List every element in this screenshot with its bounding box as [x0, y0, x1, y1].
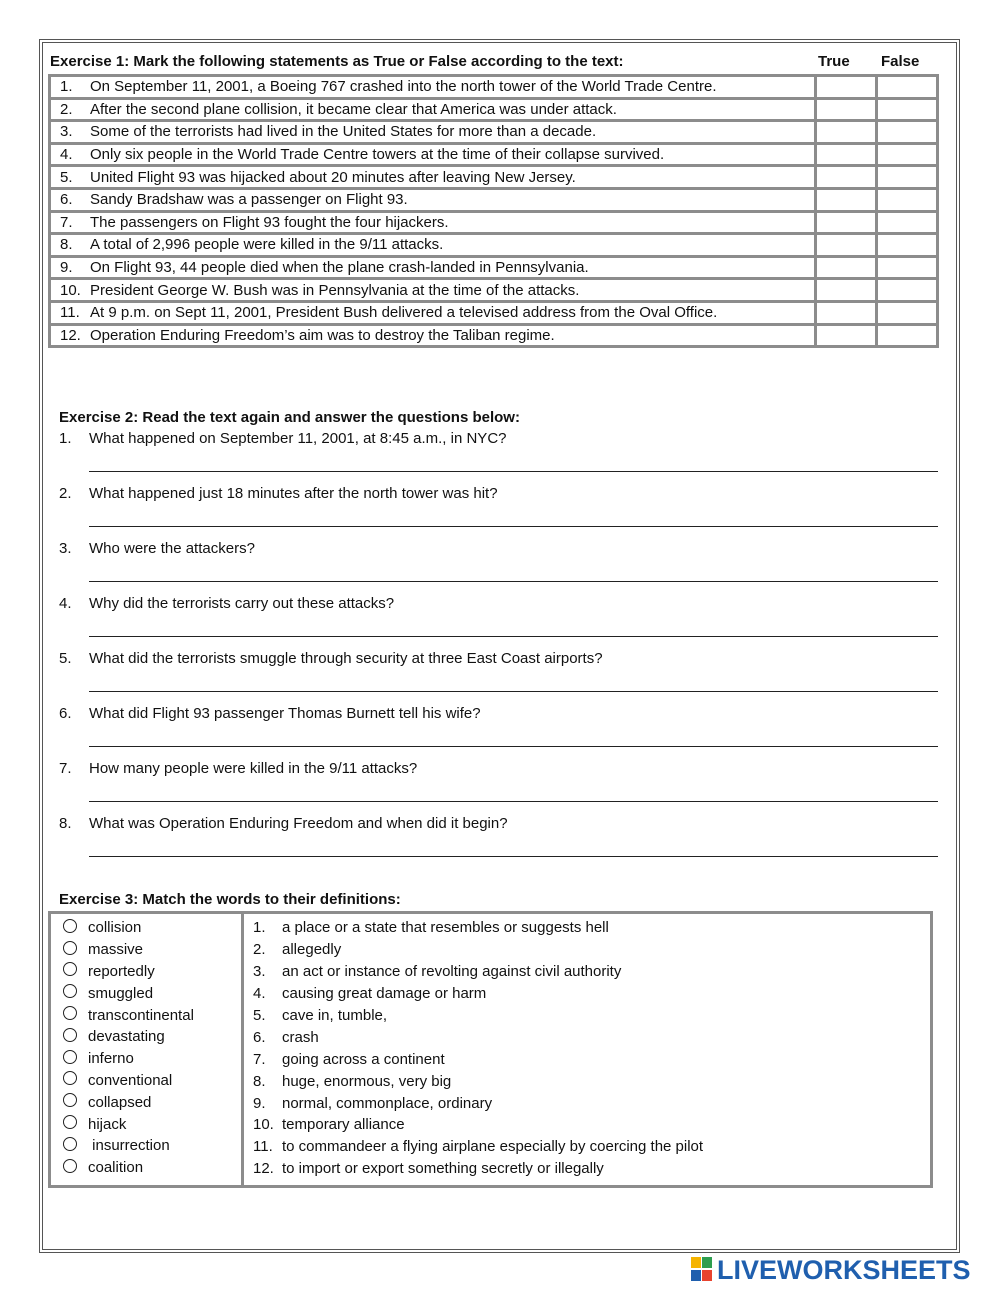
question-number: 7. [59, 760, 72, 777]
statement-cell [50, 234, 816, 257]
definition-number: 5. [253, 1007, 266, 1024]
word-item [63, 1070, 194, 1092]
question-text: What happened on September 11, 2001, at 8:45 a.m., in NYC? [89, 430, 507, 447]
definition-number: 7. [253, 1050, 266, 1068]
true-answer-box[interactable] [816, 234, 877, 257]
definition-number: 2. [253, 941, 266, 959]
false-answer-box[interactable] [877, 324, 938, 347]
statement-text: United Flight 93 was hijacked about 20 minutes after leaving New Jersey. [90, 168, 576, 186]
definition-item [253, 1026, 703, 1048]
statement-cell [50, 76, 816, 99]
definition-number: 3. [253, 963, 266, 981]
word-item [63, 1135, 194, 1157]
false-answer-box[interactable] [877, 188, 938, 211]
statement-number: 5. [60, 168, 73, 186]
definition-text: allegedly [282, 941, 342, 959]
definition-item [253, 1005, 703, 1027]
definition-number: 4. [253, 985, 266, 1003]
statement-cell [50, 279, 816, 302]
definition-text: temporary alliance [282, 1116, 405, 1134]
definition-item [253, 961, 703, 983]
false-answer-box[interactable] [877, 301, 938, 324]
answer-input[interactable] [89, 835, 938, 857]
answer-input[interactable] [89, 560, 938, 582]
definition-text: going across a continent [282, 1050, 445, 1068]
definition-item [253, 1136, 703, 1158]
question-text: Who were the attackers? [89, 540, 255, 557]
false-answer-box[interactable] [877, 279, 938, 302]
false-answer-box[interactable] [877, 211, 938, 234]
radio-circle-icon[interactable] [63, 941, 77, 955]
radio-circle-icon[interactable] [63, 962, 77, 976]
statement-text: President George W. Bush was in Pennsylvania at the time of the attacks. [90, 281, 580, 299]
true-answer-box[interactable] [816, 279, 877, 302]
statement-text: A total of 2,996 people were killed in the 9/11 attacks. [90, 236, 444, 254]
question-number: 2. [59, 485, 72, 502]
question-item [59, 650, 603, 667]
definition-text: normal, commonplace, ordinary [282, 1094, 493, 1112]
statement-cell [50, 143, 816, 166]
word-text: conventional [88, 1071, 173, 1089]
radio-circle-icon[interactable] [63, 1159, 77, 1173]
false-answer-box[interactable] [877, 98, 938, 121]
definition-number: 9. [253, 1094, 266, 1112]
definition-item [253, 1092, 703, 1114]
word-list [63, 917, 194, 1179]
statement-text: On September 11, 2001, a Boeing 767 crashed into the north tower of the World Trade Centre. [90, 78, 717, 96]
radio-circle-icon[interactable] [63, 984, 77, 998]
statement-cell [50, 98, 816, 121]
word-item [63, 961, 194, 983]
question-item [59, 760, 417, 777]
word-text: transcontinental [88, 1006, 194, 1024]
false-answer-box[interactable] [877, 166, 938, 189]
question-item [59, 815, 508, 832]
word-item [63, 1048, 194, 1070]
radio-circle-icon[interactable] [63, 1071, 77, 1085]
definition-text: an act or instance of revolting against civil authority [282, 963, 622, 981]
word-text: coalition [88, 1159, 144, 1177]
definition-text: causing great damage or harm [282, 985, 487, 1003]
true-column-header: True [818, 53, 850, 70]
statement-cell [50, 121, 816, 144]
statement-number: 12. [60, 326, 81, 344]
question-item [59, 705, 481, 722]
true-answer-box[interactable] [816, 98, 877, 121]
question-text: What happened just 18 minutes after the north tower was hit? [89, 485, 498, 502]
matching-divider [241, 914, 244, 1185]
statement-number: 1. [60, 78, 73, 96]
word-text: smuggled [88, 984, 154, 1002]
statement-row [50, 188, 938, 211]
statement-row [50, 279, 938, 302]
word-text: devastating [88, 1028, 165, 1046]
word-text: hijack [88, 1115, 127, 1133]
word-item [63, 982, 194, 1004]
answer-input[interactable] [89, 450, 938, 472]
statement-number: 4. [60, 146, 73, 164]
false-answer-box[interactable] [877, 234, 938, 257]
statement-text: Only six people in the World Trade Centre towers at the time of their collapse survived. [90, 146, 665, 164]
question-number: 8. [59, 815, 72, 832]
answer-input[interactable] [89, 615, 938, 637]
radio-circle-icon[interactable] [63, 1028, 77, 1042]
statement-row [50, 234, 938, 257]
statement-text: At 9 p.m. on Sept 11, 2001, President Bush delivered a televised address from the Oval Office. [90, 304, 718, 322]
statement-text: Sandy Bradshaw was a passenger on Flight 93. [90, 191, 408, 209]
definition-number: 1. [253, 919, 266, 937]
definition-text: to commandeer a flying airplane especially by coercing the pilot [282, 1138, 704, 1156]
true-answer-box[interactable] [816, 76, 877, 99]
statement-row [50, 324, 938, 347]
answer-input[interactable] [89, 505, 938, 527]
statement-cell [50, 301, 816, 324]
definition-number: 8. [253, 1072, 266, 1090]
false-answer-box[interactable] [877, 143, 938, 166]
word-text: collapsed [88, 1093, 152, 1111]
definition-number: 12. [253, 1160, 274, 1178]
statement-cell [50, 324, 816, 347]
word-item [63, 1113, 194, 1135]
statement-number: 3. [60, 123, 73, 141]
definition-list [253, 917, 703, 1180]
true-answer-box[interactable] [816, 143, 877, 166]
statement-row [50, 301, 938, 324]
definition-number: 6. [253, 1028, 266, 1046]
statement-row [50, 143, 938, 166]
question-text: What did Flight 93 passenger Thomas Burnett tell his wife? [89, 705, 481, 722]
definition-item [253, 1048, 703, 1070]
statement-row [50, 256, 938, 279]
radio-circle-icon[interactable] [63, 1050, 77, 1064]
definition-text: crash [282, 1028, 319, 1046]
liveworksheets-logo [691, 1254, 971, 1286]
question-item [59, 540, 255, 557]
true-answer-box[interactable] [816, 324, 877, 347]
word-text: insurrection [88, 1137, 170, 1155]
definition-number: 11. [253, 1138, 273, 1156]
definition-item [253, 917, 703, 939]
word-text: inferno [88, 1050, 134, 1068]
definition-item [253, 1114, 703, 1136]
true-answer-box[interactable] [816, 211, 877, 234]
word-text: massive [88, 941, 144, 959]
true-answer-box[interactable] [816, 301, 877, 324]
question-number: 6. [59, 705, 72, 722]
statement-cell [50, 166, 816, 189]
statement-number: 9. [60, 259, 73, 277]
statement-number: 8. [60, 236, 73, 254]
statement-row [50, 98, 938, 121]
answer-input[interactable] [89, 670, 938, 692]
definition-text: huge, enormous, very big [282, 1072, 452, 1090]
question-text: What was Operation Enduring Freedom and when did it begin? [89, 815, 508, 832]
statement-cell [50, 188, 816, 211]
statement-text: The passengers on Flight 93 fought the four hijackers. [90, 213, 449, 231]
question-text: Why did the terrorists carry out these attacks? [89, 595, 395, 612]
statement-text: On Flight 93, 44 people died when the plane crash-landed in Pennsylvania. [90, 259, 589, 277]
false-answer-box[interactable] [877, 256, 938, 279]
answer-input[interactable] [89, 725, 938, 747]
question-number: 5. [59, 650, 72, 667]
statement-row [50, 121, 938, 144]
definition-item [253, 1070, 703, 1092]
exercise1-title: Exercise 1: Mark the following statements as True or False according to the text: [50, 53, 624, 70]
statement-text: Operation Enduring Freedom’s aim was to destroy the Taliban regime. [90, 326, 555, 344]
definition-text: to import or export something secretly or illegally [282, 1160, 604, 1178]
radio-circle-icon[interactable] [63, 1137, 77, 1151]
radio-circle-icon[interactable] [63, 1093, 77, 1107]
statement-number: 6. [60, 191, 73, 209]
statement-row [50, 76, 938, 99]
question-number: 3. [59, 540, 72, 557]
question-item [59, 485, 498, 502]
true-answer-box[interactable] [816, 256, 877, 279]
false-answer-box[interactable] [877, 76, 938, 99]
statement-text: After the second plane collision, it became clear that America was under attack. [90, 100, 617, 118]
word-item [63, 1157, 194, 1179]
word-item [63, 917, 194, 939]
word-item [63, 1026, 194, 1048]
word-item [63, 1004, 194, 1026]
logo-mark-icon [691, 1257, 715, 1283]
true-answer-box[interactable] [816, 166, 877, 189]
false-answer-box[interactable] [877, 121, 938, 144]
answer-input[interactable] [89, 780, 938, 802]
question-number: 4. [59, 595, 72, 612]
true-answer-box[interactable] [816, 121, 877, 144]
matching-box [48, 911, 933, 1188]
question-item [59, 430, 507, 447]
word-text: reportedly [88, 962, 155, 980]
false-column-header: False [881, 53, 920, 70]
statement-number: 11. [60, 304, 80, 322]
definition-text: a place or a state that resembles or suggests hell [282, 919, 609, 937]
exercise1-header [50, 53, 940, 73]
definition-item [253, 983, 703, 1005]
exercise2-title: Exercise 2: Read the text again and answer the questions below: [59, 409, 520, 426]
statement-row [50, 166, 938, 189]
exercise3-title: Exercise 3: Match the words to their definitions: [59, 891, 401, 908]
question-text: What did the terrorists smuggle through security at three East Coast airports? [89, 650, 603, 667]
statement-text: Some of the terrorists had lived in the United States for more than a decade. [90, 123, 597, 141]
definition-item [253, 1158, 703, 1180]
radio-circle-icon[interactable] [63, 919, 77, 933]
definition-text: cave in, tumble, [282, 1007, 388, 1024]
definition-number: 10. [253, 1116, 274, 1134]
radio-circle-icon[interactable] [63, 1115, 77, 1129]
question-item [59, 595, 394, 612]
statement-cell [50, 211, 816, 234]
true-answer-box[interactable] [816, 188, 877, 211]
statement-cell [50, 256, 816, 279]
radio-circle-icon[interactable] [63, 1006, 77, 1020]
question-text: How many people were killed in the 9/11 attacks? [89, 760, 418, 777]
logo-text: LIVEWORKSHEETS [717, 1254, 971, 1285]
definition-item [253, 939, 703, 961]
word-text: collision [88, 919, 142, 937]
statement-number: 2. [60, 100, 73, 118]
word-item [63, 939, 194, 961]
statement-number: 10. [60, 281, 81, 299]
statement-row [50, 211, 938, 234]
statement-number: 7. [60, 213, 73, 231]
question-number: 1. [59, 430, 72, 447]
word-item [63, 1091, 194, 1113]
true-false-table [48, 74, 939, 348]
